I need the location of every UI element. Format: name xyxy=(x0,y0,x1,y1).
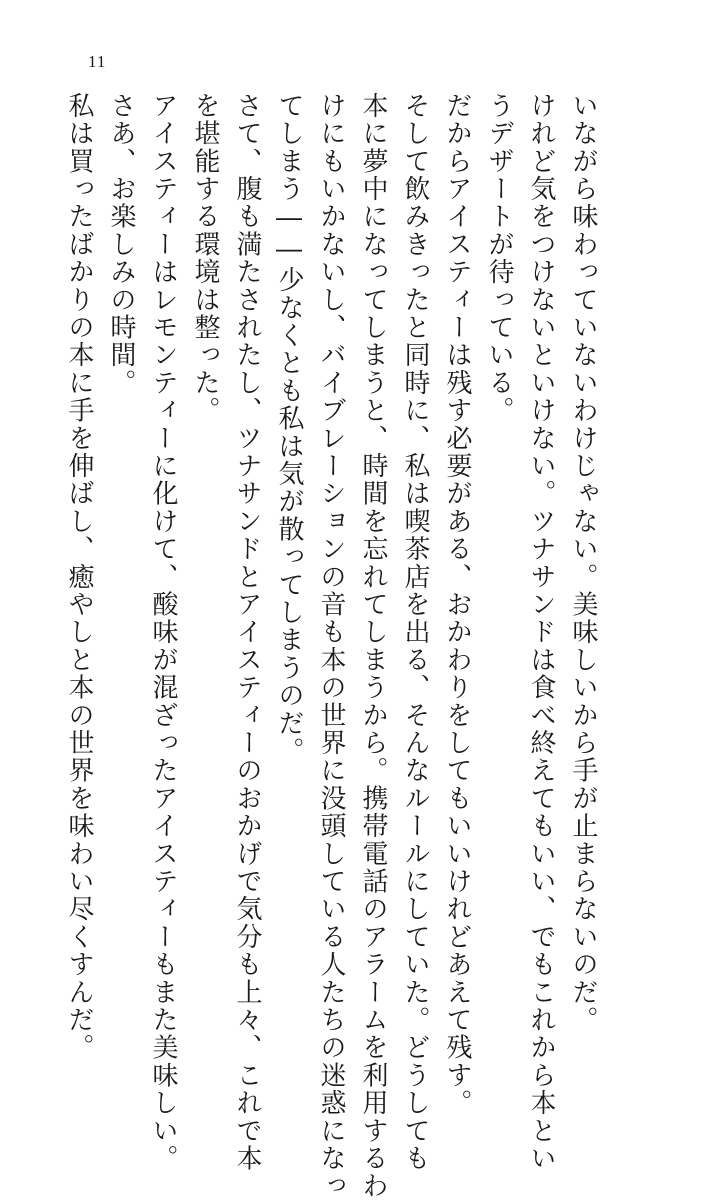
page-number: 11 xyxy=(88,52,107,71)
text-line: そして飲みきったと同時に、私は喫茶店を出る、そんなルールにしていた。どうしても xyxy=(400,92,430,1173)
text-line: けにもいかないし、バイブレーションの音も本の世界に没頭している人たちの迷惑になっ xyxy=(316,92,346,1200)
text-line: 本に夢中になってしまうと、時間を忘れてしまうから。携帯電話のアラームを利用するわ xyxy=(358,92,388,1200)
text-line: うデザートが待っている。 xyxy=(484,92,514,425)
text-line: さあ、お楽しみの時間。 xyxy=(106,92,136,397)
text-line: を堪能する環境は整った。 xyxy=(190,92,220,425)
text-line: いながら味わっていないわけじゃない。美味しいから手が止まらないのだ。 xyxy=(568,92,598,1034)
text-line: 私は買ったばかりの本に手を伸ばし、癒やしと本の世界を味わい尽くすんだ。 xyxy=(64,92,94,1062)
text-line: さて、腹も満たされたし、ツナサンドとアイスティーのおかげで気分も上々、これで本 xyxy=(232,92,262,1173)
text-line: けれど気をつけないといけない。ツナサンドは食べ終えてもいい、でもこれから本とい xyxy=(526,92,556,1173)
text-line: だからアイスティーは残す必要がある、おかわりをしてもいいけれどあえて残す。 xyxy=(442,92,472,1117)
text-line: アイスティーはレモンティーに化けて、酸味が混ざったアイスティーもまた美味しい。 xyxy=(148,92,178,1173)
vertical-body-text xyxy=(58,92,604,1200)
text-line: てしまう――少なくとも私は気が散ってしまうのだ。 xyxy=(274,92,304,765)
